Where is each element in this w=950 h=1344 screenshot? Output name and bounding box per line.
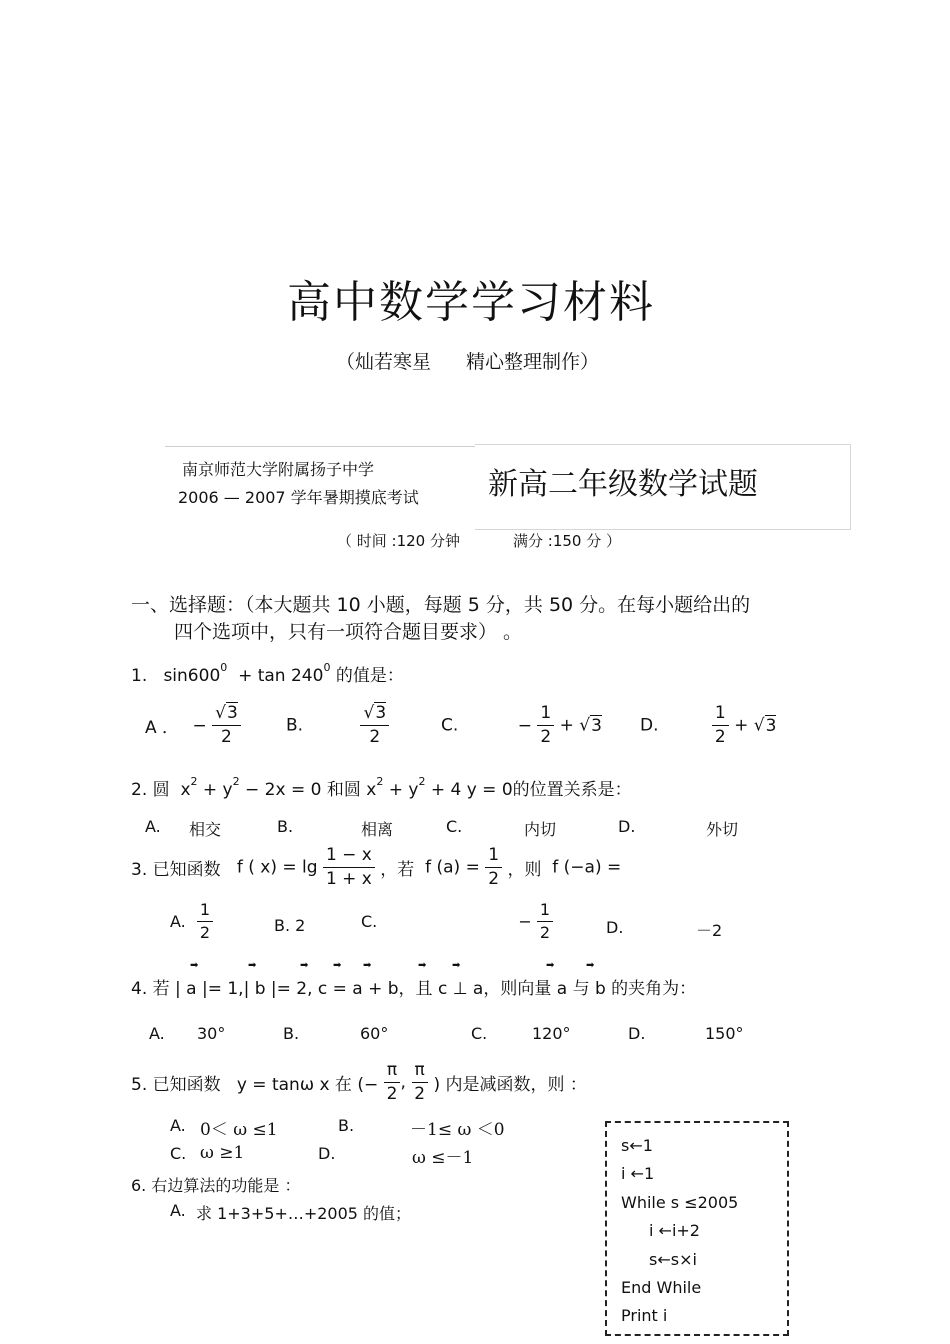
q2-b-text: 相离 — [361, 820, 394, 839]
algo-line: s←1 — [621, 1136, 653, 1155]
q5-stem — [131, 1062, 587, 1103]
q5-comma: , — [400, 1072, 406, 1093]
q5-end: ) 内是减函数，则 ： — [433, 1075, 587, 1095]
q1-c-fraction: $\frac{1}{2}$ — [537, 705, 554, 746]
q1-deg-b: 0 — [323, 661, 331, 674]
vector-arrow-icon: ➡ — [586, 960, 595, 971]
q1-d-plus: + — [734, 715, 749, 736]
q1-b-fraction: $\frac{√3}{2}$ — [360, 705, 389, 746]
q3-c-neg: − — [518, 912, 532, 931]
q4-d-label: D. — [628, 1024, 646, 1043]
section-heading-line2: 四个选项中，只有一项符合题目要求） 。 — [174, 621, 523, 643]
exam-year: 2006 — 2007 学年暑期摸底考试 — [178, 488, 419, 507]
q1-c-radicand: 3 — [591, 715, 602, 736]
q2-d-text: 外切 — [706, 820, 739, 839]
q3-stem — [131, 847, 621, 888]
q5-b-text: －1≤ ω ＜0 — [410, 1120, 505, 1140]
q4-b-text: 60° — [360, 1024, 389, 1043]
vector-arrow-icon: ➡ — [546, 960, 555, 971]
algo-line: i ←1 — [621, 1164, 655, 1183]
q6-stem: 6. 右边算法的功能是 ： — [131, 1176, 301, 1195]
q5-function: y = tanω x 在 (− — [236, 1075, 379, 1095]
vector-arrow-icon: ➡ — [300, 960, 309, 971]
q3-fna: f (−a) = — [552, 857, 622, 878]
q4-a-text: 30° — [197, 1024, 226, 1043]
q6-a-text: 求 1+3+5+…+2005 的值； — [196, 1204, 412, 1223]
section-heading-line1: 一、选择题：（本大题共 10 小题，每题 5 分，共 50 分。在每小题给出的 — [131, 594, 751, 616]
q5-a-label: A. — [170, 1116, 186, 1135]
q1-option-b — [286, 705, 389, 746]
q1-option-d: D. $\frac{1}{2}$ + √3 — [640, 703, 777, 747]
document-title: 高中数学学习材料 — [287, 277, 655, 328]
vector-arrow-icon: ➡ — [452, 960, 461, 971]
q3-option-a — [170, 902, 213, 941]
q3-a-fraction: $\frac{1}{2}$ — [197, 902, 213, 941]
q3-fa: f (a) = — [425, 857, 480, 878]
q2-eq1-rest: − 2x = 0 — [245, 780, 322, 800]
q2-eq2-sup: 2 — [376, 775, 384, 788]
q3-d-text: －2 — [696, 921, 723, 940]
q2-eq1-ysup: 2 — [232, 775, 240, 788]
q1-c-neg: − — [517, 715, 532, 736]
q4-a-label: A. — [149, 1024, 165, 1043]
q2-eq1-y: + y — [202, 780, 233, 800]
subtitle-left: （灿若寒星 — [336, 351, 432, 373]
q1-b-label: B. — [286, 715, 304, 736]
vector-arrow-icon: ➡ — [363, 960, 372, 971]
q5-b-label: B. — [338, 1116, 355, 1135]
q6-a-label: A. — [170, 1201, 186, 1220]
q1-number: 1. — [131, 666, 148, 686]
q1-tan: + tan 240 — [238, 666, 324, 686]
q4-c-label: C. — [471, 1024, 488, 1043]
q5-pi-fraction-2: $\frac{\pi}{2}$ — [411, 1062, 428, 1103]
q4-stem: 4. 若 | a |= 1,| b |= 2, c = a + b，且 c ⊥ a，则向量 a 与 b 的夹角为： — [131, 979, 697, 999]
algo-line: i ←i+2 — [649, 1221, 700, 1240]
q3-then: ，则 — [507, 860, 542, 880]
q3-fa-fraction: $\frac{1}{2}$ — [485, 847, 502, 888]
q2-stem — [131, 775, 632, 800]
q1-c-plus: + — [559, 715, 574, 736]
header-rule — [165, 446, 475, 447]
q1-a-fraction: $\frac{√3}{2}$ — [212, 705, 241, 746]
q2-b-label: B. — [277, 817, 294, 836]
q1-c-label: C. — [441, 715, 459, 736]
q2-eq1-sup: 2 — [190, 775, 198, 788]
q3-a-label: A. — [170, 912, 186, 931]
school-name: 南京师范大学附属扬子中学 — [182, 460, 375, 479]
q3-fraction: $\frac{1 - x}{1 + x}$ — [323, 847, 375, 888]
q5-a-text: 0＜ ω ≤1 — [200, 1120, 278, 1140]
q5-intro: 5. 已知函数 — [131, 1075, 221, 1095]
q2-eq2-ysup: 2 — [418, 775, 426, 788]
algo-line: End While — [621, 1278, 702, 1297]
q2-eq2-rest: + 4 y = 0 — [430, 780, 513, 800]
q2-c-label: C. — [446, 817, 463, 836]
q1-a-neg: − — [192, 715, 207, 736]
q1-d-label: D. — [640, 715, 659, 736]
q1-stem — [131, 661, 404, 686]
q1-d-fraction: $\frac{1}{2}$ — [712, 705, 729, 746]
q3-mid: ，若 — [380, 860, 415, 880]
q2-end: 的位置关系是： — [512, 780, 632, 800]
q2-a-label: A. — [145, 817, 161, 836]
q1-option-c: C. − $\frac{1}{2}$ + √3 — [441, 703, 602, 747]
q4-c-text: 120° — [532, 1024, 571, 1043]
q1-d-radicand: 3 — [765, 715, 777, 736]
q1-sin: sin600 — [163, 666, 221, 686]
q5-c-label: C. — [170, 1144, 187, 1163]
q2-eq2-x: x — [366, 780, 377, 800]
vector-arrow-icon: ➡ — [248, 960, 257, 971]
q2-eq2-y: + y — [388, 780, 419, 800]
q3-d-label: D. — [606, 918, 624, 937]
exam-time: （ 时间 :120 分钟 — [337, 532, 460, 550]
algo-line: s←s×i — [649, 1250, 697, 1269]
algorithm-box — [605, 1121, 789, 1336]
q1-deg-a: 0 — [220, 661, 228, 674]
vector-arrow-icon: ➡ — [333, 960, 342, 971]
q4-d-text: 150° — [705, 1024, 744, 1043]
q5-d-text: ω ≤－1 — [412, 1148, 474, 1168]
q2-d-label: D. — [618, 817, 636, 836]
q2-c-text: 内切 — [524, 820, 557, 839]
q3-intro: 3. 已知函数 — [131, 860, 221, 880]
q2-intro: 2. 圆 — [131, 780, 170, 800]
algo-line: Print i — [621, 1306, 668, 1325]
q3-option-b: B. 2 — [274, 916, 306, 935]
q1-option-a — [145, 705, 241, 746]
vector-arrow-icon: ➡ — [418, 960, 427, 971]
q5-c-text: ω ≥1 — [200, 1143, 245, 1163]
vector-arrow-icon: ➡ — [190, 960, 199, 971]
q2-eq1-x: x — [180, 780, 191, 800]
subtitle-right: 精心整理制作） — [466, 351, 600, 373]
algo-line: While s ≤2005 — [621, 1193, 739, 1212]
q3-option-c — [361, 902, 553, 941]
q5-d-label: D. — [318, 1144, 336, 1163]
exam-score: 满分 :150 分 ） — [513, 532, 621, 550]
q4-b-label: B. — [283, 1024, 300, 1043]
q3-c-label: C. — [361, 912, 378, 931]
q1-stem-end: 的值是： — [335, 666, 404, 686]
q1-a-label: A ． — [145, 718, 180, 738]
exam-title: 新高二年级数学试题 — [488, 467, 758, 502]
q2-a-text: 相交 — [189, 820, 222, 839]
q5-pi-fraction-1: $\frac{\pi}{2}$ — [384, 1062, 401, 1103]
q3-c-fraction: $\frac{1}{2}$ — [537, 902, 553, 941]
q2-mid: 和圆 — [326, 780, 361, 800]
q3-fx: f ( x) = lg — [236, 857, 318, 878]
